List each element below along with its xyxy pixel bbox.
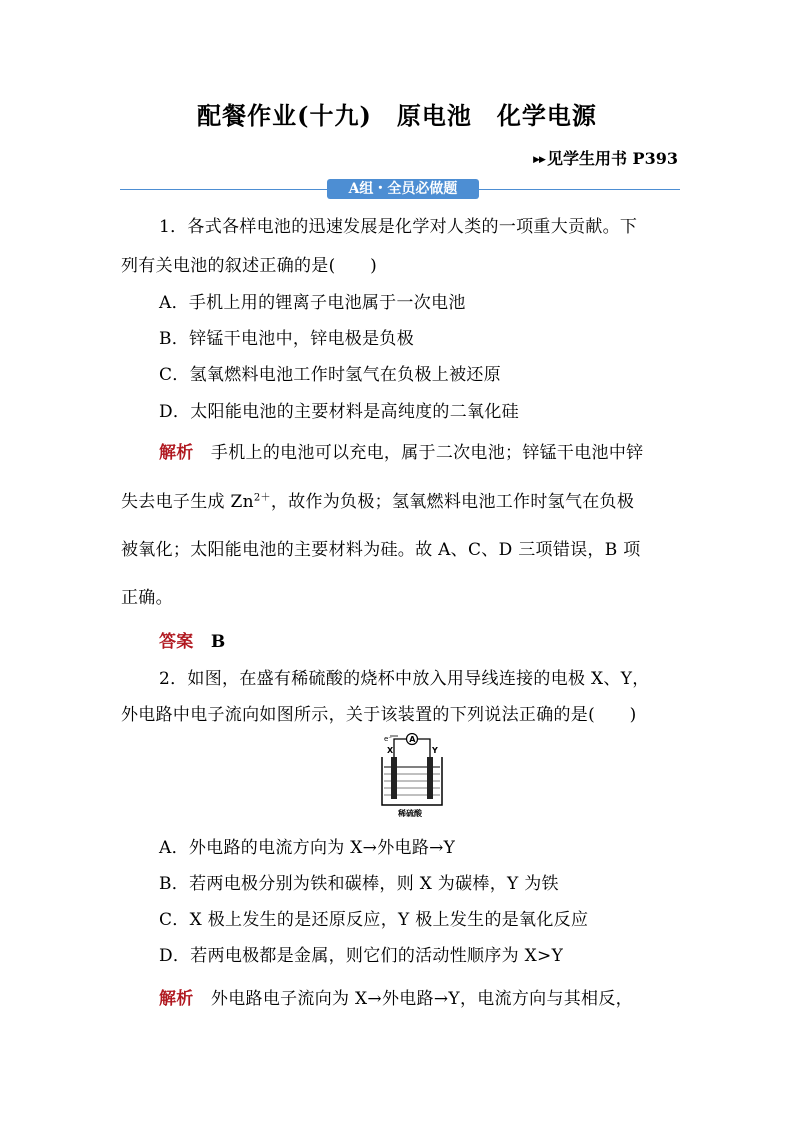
group-badge: A组・全员必做题 — [327, 179, 479, 199]
q2-analysis-line1 — [159, 984, 633, 1009]
solution-caption: 稀硫酸 — [398, 809, 422, 818]
q2-option-b: B．若两电极分别为铁和碳棒，则 X 为碳棒，Y 为铁 — [159, 874, 559, 894]
q2-stem-line1: 2．如图，在盛有稀硫酸的烧杯中放入用导线连接的电极 X、Y， — [159, 669, 650, 689]
q1-analysis-text1: 手机上的电池可以充电，属于二次电池；锌锰干电池中锌 — [210, 443, 644, 463]
electrode-y — [427, 757, 433, 799]
electrode-y-label: Y — [432, 746, 438, 755]
q1-stem-line2: 列有关电池的叙述正确的是( ) — [121, 256, 378, 276]
page-title: 配餐作业(十九) 原电池 化学电源 — [197, 101, 597, 130]
electrode-x — [391, 757, 397, 799]
q1-answer-label: 答案 — [159, 632, 194, 652]
q2-option-d: D．若两电极都是金属，则它们的活动性顺序为 X>Y — [159, 946, 564, 966]
q1-option-b: B．锌锰干电池中，锌电极是负极 — [159, 329, 414, 349]
q2-option-c: C．X 极上发生的是还原反应，Y 极上发生的是氧化反应 — [159, 910, 589, 930]
q1-option-d: D．太阳能电池的主要材料是高纯度的二氧化硅 — [159, 402, 519, 422]
q2-analysis-label: 解析 — [159, 989, 194, 1009]
triangle-icon: ▶▶ — [533, 155, 545, 165]
student-book-reference — [533, 146, 678, 169]
q1-stem-line1: 1．各式各样电池的迅速发展是化学对人类的一项重大贡献。下 — [159, 217, 638, 237]
q1-answer — [159, 627, 226, 652]
q1-option-c: C．氢氧燃料电池工作时氢气在负极上被还原 — [159, 365, 502, 385]
q1-analysis-sup: 2＋ — [253, 492, 271, 504]
q1-analysis-line2 — [121, 487, 634, 512]
q1-analysis-text2b: ，故作为负极；氢氧燃料电池工作时氢气在负极 — [270, 492, 635, 512]
q1-option-a: A．手机上用的锂离子电池属于一次电池 — [159, 293, 466, 313]
q1-analysis-line3: 被氧化；太阳能电池的主要材料为硅。故 A、C、D 三项错误，B 项 — [121, 540, 641, 560]
q1-analysis-label: 解析 — [159, 443, 194, 463]
reference-text: 见学生用书 P393 — [546, 149, 678, 168]
ammeter-label: A — [409, 735, 416, 744]
q1-analysis-line4: 正确。 — [121, 588, 173, 608]
q1-answer-value: B — [210, 632, 226, 652]
q2-analysis-text1: 外电路电子流向为 X→外电路→Y，电流方向与其相反， — [210, 989, 633, 1009]
galvanic-cell-diagram — [378, 733, 446, 819]
q2-stem-line2: 外电路中电子流向如图所示，关于该装置的下列说法正确的是( ) — [121, 705, 637, 725]
q1-analysis-text2a: 失去电子生成 Zn — [121, 492, 254, 512]
q2-option-a: A．外电路的电流方向为 X→外电路→Y — [159, 838, 456, 858]
electron-label: e⁻ — [384, 735, 393, 743]
q1-analysis-line1 — [159, 438, 643, 463]
electrode-x-label: X — [387, 746, 394, 755]
